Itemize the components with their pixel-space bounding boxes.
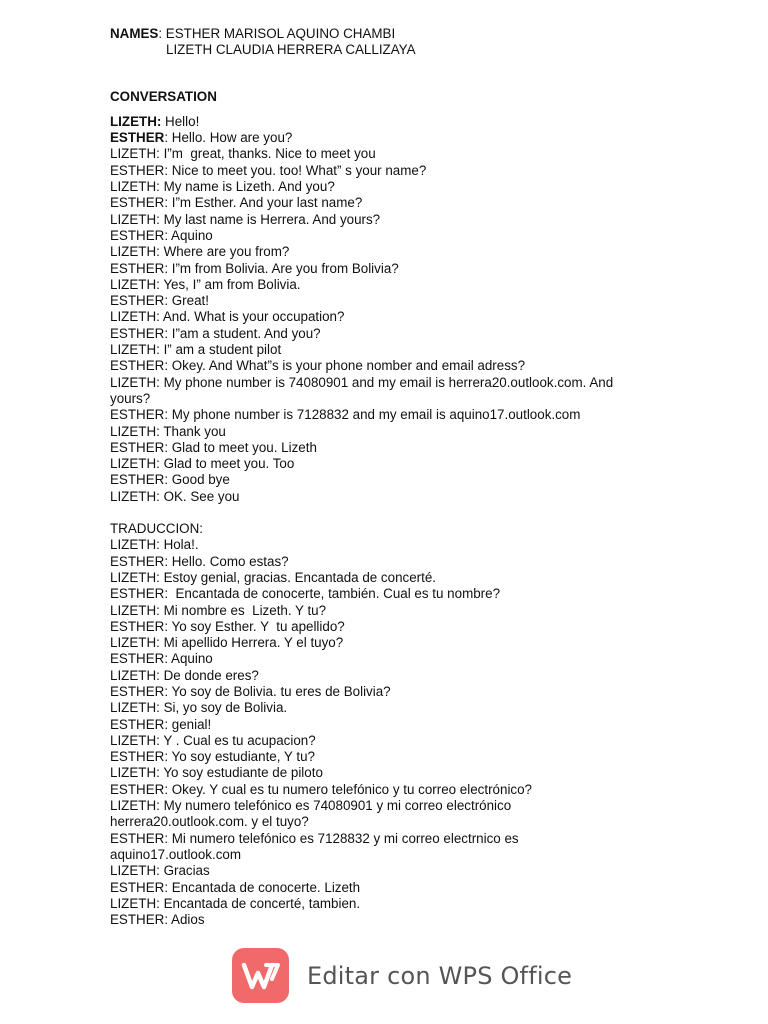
line-text: ESTHER: I”m from Bolivia. Are you from Bolivia? xyxy=(110,260,399,276)
conversation-title: CONVERSATION xyxy=(110,88,217,104)
line-text: LIZETH: Where are you from? xyxy=(110,244,290,260)
translation-line: ESTHER: Encantada de conocerte. Lizeth xyxy=(110,879,361,895)
conversation-lines xyxy=(110,114,750,505)
translation-line: herrera20.outlook.com. y el tuyo? xyxy=(110,814,309,830)
translation-line: LIZETH: De donde eres? xyxy=(110,667,259,683)
line-text: ESTHER: My phone number is 7128832 and my email is aquino17.outlook.com xyxy=(110,407,581,423)
conversation-line xyxy=(110,244,750,260)
translation-line: ESTHER: Hello. Como estas? xyxy=(110,553,289,569)
line-text: : Hello. How are you? xyxy=(164,130,293,146)
conversation-line xyxy=(110,179,750,195)
line-text: LIZETH: OK. See you xyxy=(110,488,240,504)
line-text: ESTHER: Aquino xyxy=(110,227,213,243)
line-text: ESTHER: Great! xyxy=(110,293,209,309)
conversation-line xyxy=(110,163,750,179)
conversation-line xyxy=(110,342,750,358)
names-label: NAMES xyxy=(110,26,159,41)
line-text: ESTHER: I”am a student. And you? xyxy=(110,325,321,341)
conversation-line xyxy=(110,391,750,407)
conversation-line xyxy=(110,456,750,472)
document-page xyxy=(110,26,750,928)
translation-line: ESTHER: Okey. Y cual es tu numero telefónico y tu correo electrónico? xyxy=(110,781,533,797)
translation-line: ESTHER: Encantada de conocerte, también. Cual es tu nombre? xyxy=(110,586,501,602)
line-text: LIZETH: I”m great, thanks. Nice to meet you xyxy=(110,146,376,162)
line-text: ESTHER: I”m Esther. And your last name? xyxy=(110,195,363,211)
conversation-line xyxy=(110,489,750,505)
translation-line: ESTHER: Adios xyxy=(110,912,205,928)
translation-lines xyxy=(110,537,750,928)
conversation-line xyxy=(110,472,750,488)
student-name-1: : ESTHER MARISOL AQUINO CHAMBI xyxy=(158,26,396,41)
conversation-line xyxy=(110,114,750,130)
line-text: LIZETH: My name is Lizeth. And you? xyxy=(110,179,335,195)
wps-logo-icon[interactable] xyxy=(232,948,289,1003)
conversation-line xyxy=(110,440,750,456)
line-text: yours? xyxy=(110,390,151,406)
line-text: LIZETH: Yes, I” am from Bolivia. xyxy=(110,276,301,292)
wps-edit-label[interactable]: Editar con WPS Office xyxy=(307,961,573,990)
line-text: LIZETH: I” am a student pilot xyxy=(110,342,282,358)
conversation-line xyxy=(110,130,750,146)
translation-line: ESTHER: Aquino xyxy=(110,651,213,667)
line-text: LIZETH: Thank you xyxy=(110,423,226,439)
conversation-line xyxy=(110,375,750,391)
translation-line: aquino17.outlook.com xyxy=(110,846,242,862)
translation-title: TRADUCCION: xyxy=(110,521,203,537)
conversation-line xyxy=(110,228,750,244)
conversation-line xyxy=(110,358,750,374)
conversation-line xyxy=(110,212,750,228)
line-text: ESTHER: Nice to meet you. too! What” s your name? xyxy=(110,162,427,178)
conversation-line xyxy=(110,195,750,211)
translation-line: LIZETH: Si, yo soy de Bolivia. xyxy=(110,700,288,716)
names-block xyxy=(110,26,750,59)
line-text: LIZETH: My phone number is 74080901 and my email is herrera20.outlook.com. And xyxy=(110,374,614,390)
conversation-line xyxy=(110,424,750,440)
translation-line: LIZETH: Hola!. xyxy=(110,537,199,553)
line-text: ESTHER: Okey. And What”s is your phone nomber and email adress? xyxy=(110,358,526,374)
translation-line: LIZETH: Mi nombre es Lizeth. Y tu? xyxy=(110,602,327,618)
conversation-line xyxy=(110,309,750,325)
translation-line: LIZETH: Yo soy estudiante de piloto xyxy=(110,765,323,781)
line-text: LIZETH: And. What is your occupation? xyxy=(110,309,345,325)
speaker-label: ESTHER xyxy=(110,130,165,146)
translation-line: LIZETH: Gracias xyxy=(110,863,210,879)
translation-line: LIZETH: Encantada de concerté, tambien. xyxy=(110,895,361,911)
line-text: LIZETH: Glad to meet you. Too xyxy=(110,456,295,472)
translation-line: LIZETH: Y . Cual es tu acupacion? xyxy=(110,732,316,748)
conversation-line xyxy=(110,407,750,423)
conversation-line xyxy=(110,277,750,293)
translation-line: ESTHER: Mi numero telefónico es 7128832 y mi correo electrnico es xyxy=(110,830,519,846)
translation-line: ESTHER: Yo soy de Bolivia. tu eres de Bolivia? xyxy=(110,683,391,699)
translation-line: LIZETH: Estoy genial, gracias. Encantada de concerté. xyxy=(110,569,437,585)
line-text: ESTHER: Glad to meet you. Lizeth xyxy=(110,439,317,455)
line-text: Hello! xyxy=(161,113,200,129)
translation-line: ESTHER: Yo soy estudiante, Y tu? xyxy=(110,749,315,765)
translation-line: LIZETH: My numero telefónico es 74080901 y mi correo electrónico xyxy=(110,798,512,814)
wps-edit-banner[interactable] xyxy=(232,948,572,1003)
conversation-line xyxy=(110,261,750,277)
line-text: ESTHER: Good bye xyxy=(110,472,230,488)
line-text: LIZETH: My last name is Herrera. And yours? xyxy=(110,211,381,227)
conversation-line xyxy=(110,326,750,342)
translation-line: LIZETH: Mi apellido Herrera. Y el tuyo? xyxy=(110,635,344,651)
translation-line: ESTHER: Yo soy Esther. Y tu apellido? xyxy=(110,618,345,634)
student-name-2: LIZETH CLAUDIA HERRERA CALLIZAYA xyxy=(166,42,416,58)
conversation-line xyxy=(110,146,750,162)
speaker-label: LIZETH: xyxy=(110,113,162,129)
conversation-line xyxy=(110,293,750,309)
translation-line: ESTHER: genial! xyxy=(110,716,212,732)
